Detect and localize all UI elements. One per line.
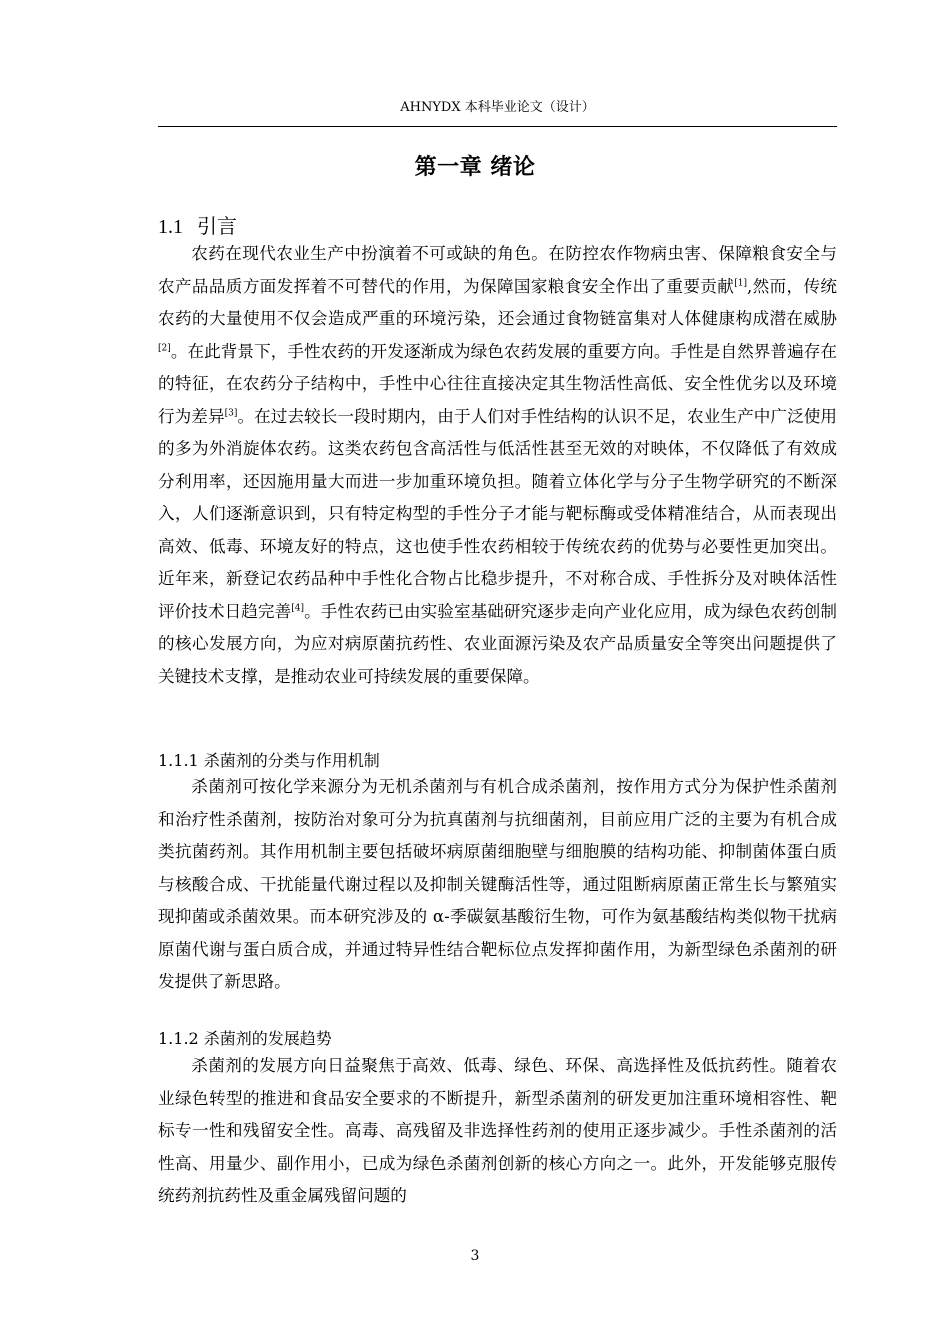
citation-1[interactable]: [1] [734,277,747,288]
subsection-heading-2: 1.1.2 杀菌剂的发展趋势 [158,1029,332,1048]
section-title: 引言 [197,214,237,238]
intro-text-3: 。在此背景下，手性农药的开发逐渐成为绿色农药发展的重要方向。手性是自然界普遍存在的特征，在农药分子结构中，手性中心往往直接决定其生物活性高低、安全性优劣以及环境行为差异 [158,341,837,426]
intro-text-5: 。手性农药已由实验室基础研究逐步走向产业化应用，成为绿色农药创制的核心发展方向，为应对病原菌抗药性、农业面源污染及农产品质量安全等突出问题提供了关键技术支撑，是推动农业可持续发展的重要保障。 [158,601,837,686]
running-header: AHNYDX 本科毕业论文（设计） [158,96,837,127]
citation-4[interactable]: [4] [291,602,304,613]
page-number: 3 [470,1248,480,1264]
subsection-2-paragraph: 杀菌剂的发展方向日益聚焦于高效、低毒、绿色、环保、高选择性及低抗药性。随着农业绿色转型的推进和食品安全要求的不断提升，新型杀菌剂的研发更加注重环境相容性、靶标专一性和残留安全性。高毒、高残留及非选择性药剂的使用正逐步减少。手性杀菌剂的活性高、用量少、副作用小，已成为绿色杀菌剂创新的核心方向之一。此外，开发能够克服传统药剂抗药性及重金属残留问题的 [158,1056,837,1205]
intro-text-4: 。在过去较长一段时期内，由于人们对手性结构的认识不足，农业生产中广泛使用的多为外消旋体农药。这类农药包含高活性与低活性甚至无效的对映体，不仅降低了有效成分利用率，还因施用量大而进一步加重环境负担。随着立体化学与分子生物学研究的不断深入，人们逐渐意识到，只有特定构型的手性分子才能与靶标酶或受体精准结合，从而表现出高效、低毒、环境友好的特点，这也使手性农药相较于传统农药的优势与必要性更加突出。近年来，新登记农药品种中手性化合物占比稳步提升，不对称合成、手性拆分及对映体活性评价技术日趋完善 [158,406,837,621]
intro-text-2: ,然而，传统农药的大量使用不仅会造成严重的环境污染，还会通过食物链富集对人体健康构成潜在威胁 [158,276,837,328]
citation-3[interactable]: [3] [224,407,238,418]
section-heading [158,210,237,239]
section-number: 1.1 [158,216,183,238]
citation-2[interactable]: [2] [158,342,171,353]
chapter-title: 第一章 绪论 [414,154,536,180]
subsection-1-paragraph: 杀菌剂可按化学来源分为无机杀菌剂与有机合成杀菌剂，按作用方式分为保护性杀菌剂和治疗性杀菌剂，按防治对象可分为抗真菌剂与抗细菌剂，目前应用广泛的主要为有机合成类抗菌药剂。其作用机制主要包括破坏病原菌细胞壁与细胞膜的结构功能、抑制菌体蛋白质与核酸合成、干扰能量代谢过程以及抑制关键酶活性等，通过阻断病原菌正常生长与繁殖实现抑菌或杀菌效果。而本研究涉及的 α-季碳氨基酸衍生物，可作为氨基酸结构类似物干扰病原菌代谢与蛋白质合成，并通过特异性结合靶标位点发挥抑菌作用，为新型绿色杀菌剂的研发提供了新思路。 [158,777,837,991]
intro-paragraph [158,238,837,693]
intro-text-1: 农药在现代农业生产中扮演着不可或缺的角色。在防控农作物病虫害、保障粮食安全与农产品品质方面发挥着不可替代的作用，为保障国家粮食安全作出了重要贡献 [158,244,837,296]
subsection-heading-1: 1.1.1 杀菌剂的分类与作用机制 [158,751,380,770]
